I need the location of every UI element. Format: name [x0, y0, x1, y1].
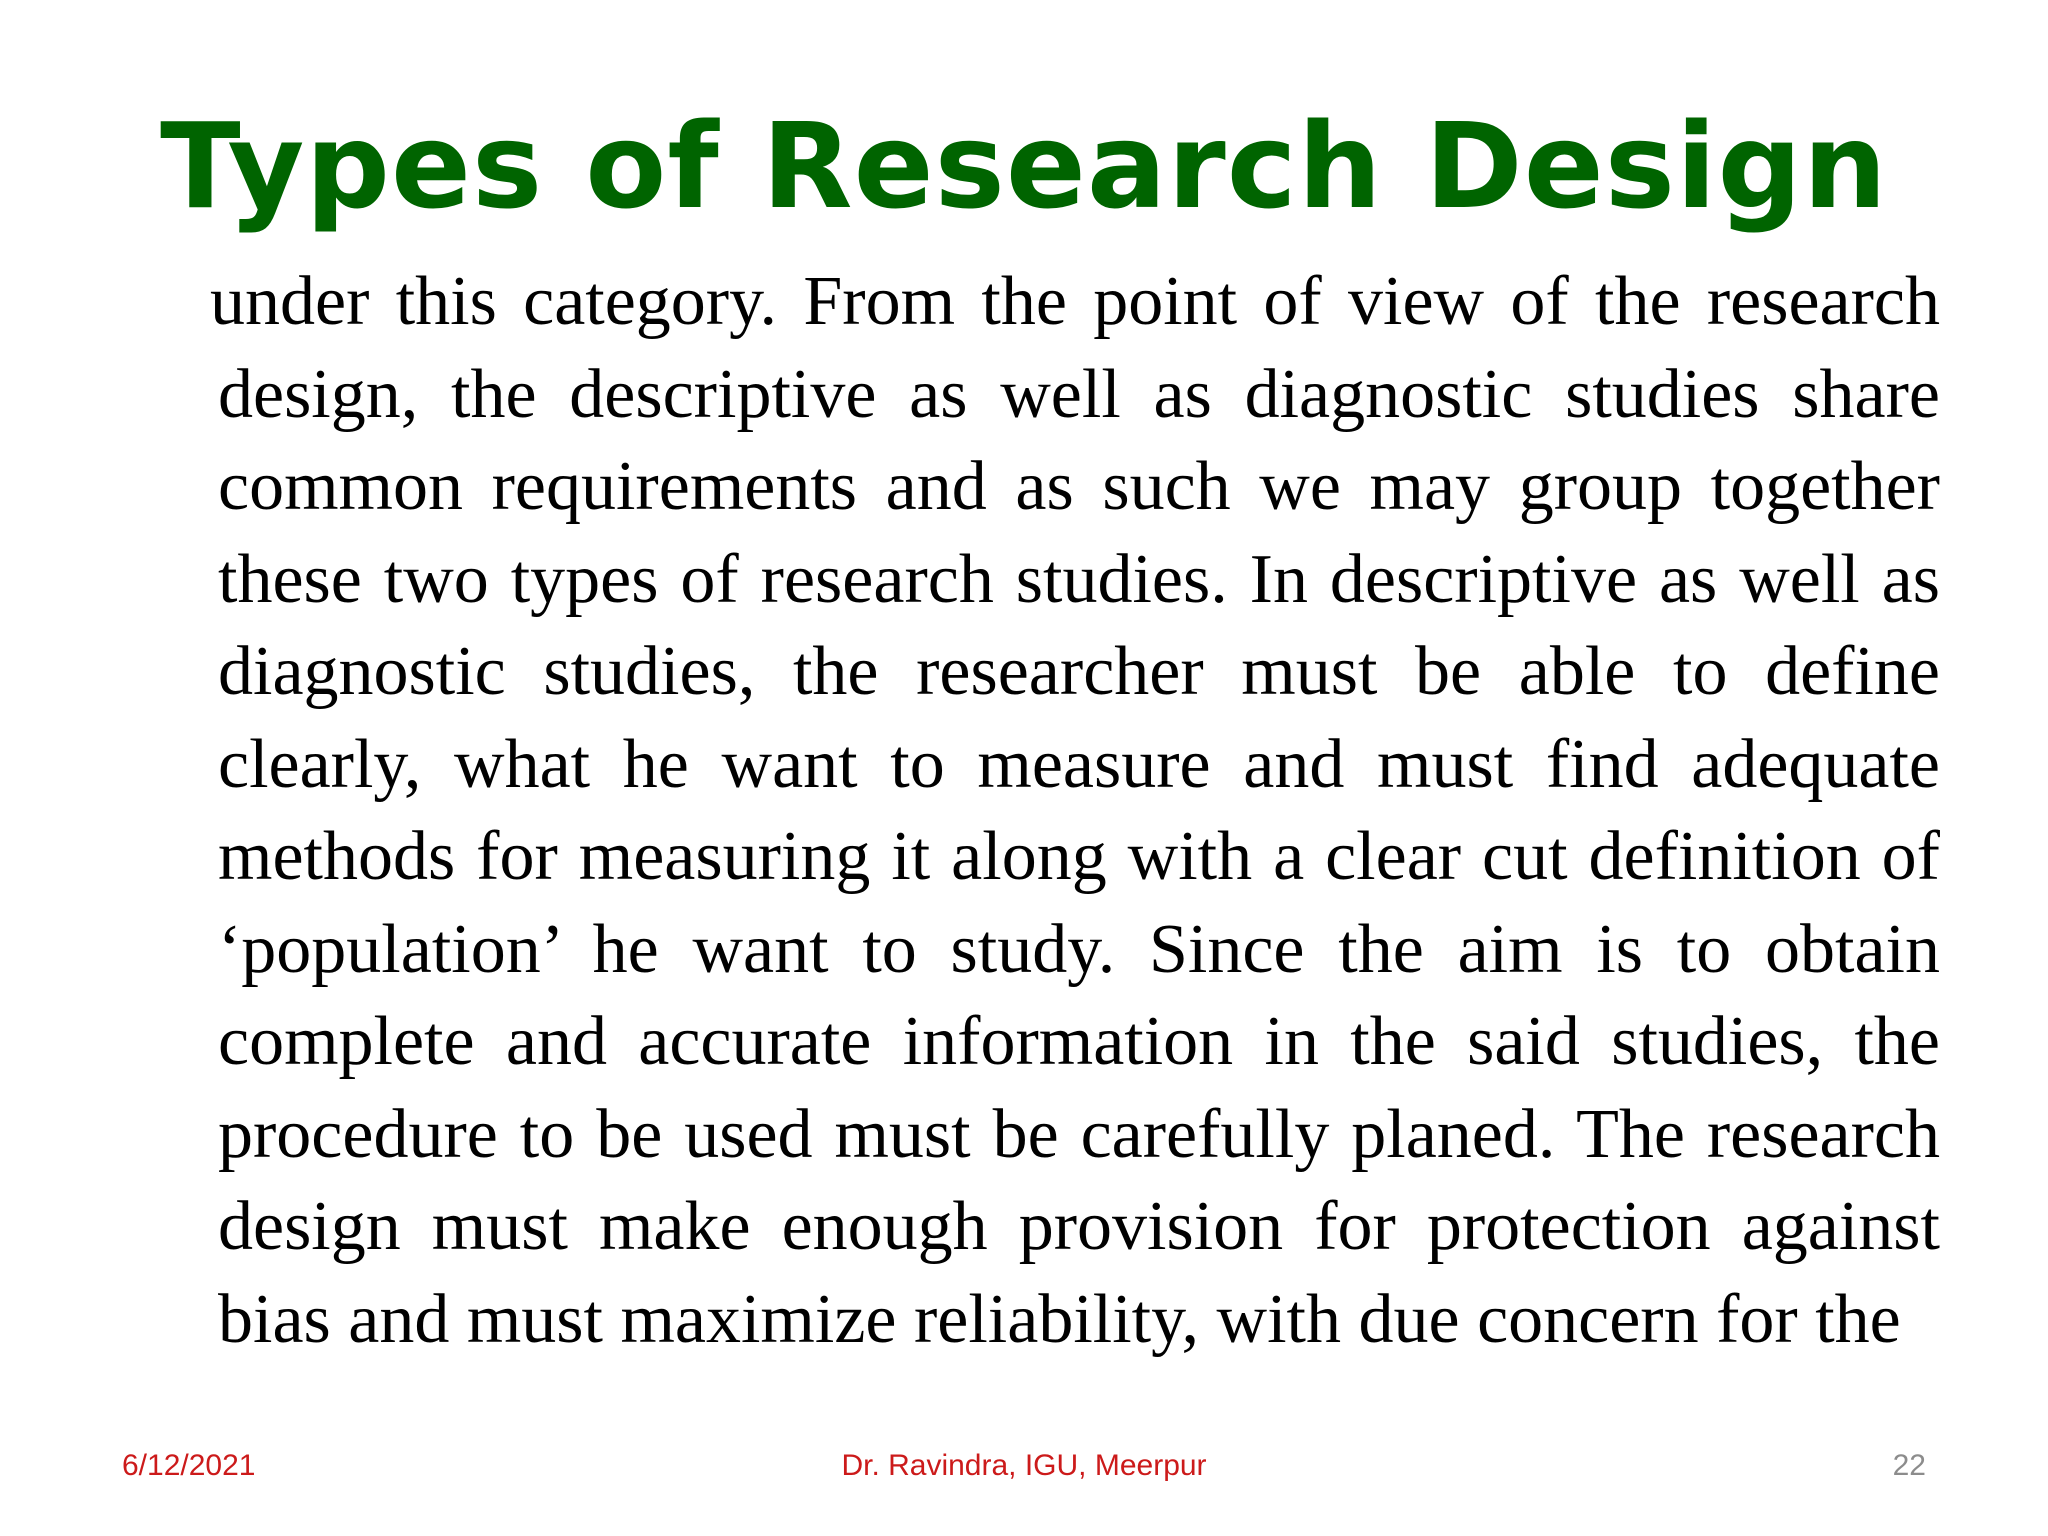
body-line: bias and must maximize reliability, with due concern for the	[218, 1280, 1901, 1358]
body-line: common requirements and as such we may group together	[218, 448, 1940, 525]
footer-author: Dr. Ravindra, IGU, Meerpur	[841, 1449, 1207, 1482]
body-line: under this category. From the point of view of the research	[210, 263, 1940, 340]
slide-title: Types of Research Design	[160, 97, 1888, 235]
slide-body	[200, 256, 1940, 1366]
body-line: these two types of research studies. In descriptive as well as	[218, 540, 1940, 618]
body-line: ‘population’ he want to study. Since the aim is to obtain	[218, 910, 1940, 988]
body-line: clearly, what he want to measure and must find adequate	[218, 725, 1940, 803]
page-number: 22	[1892, 1449, 1926, 1482]
body-line: diagnostic studies, the researcher must be able to define	[218, 633, 1940, 710]
body-line: design must make enough provision for protection against	[218, 1188, 1940, 1265]
footer-date: 6/12/2021	[122, 1449, 256, 1482]
body-line: complete and accurate information in the said studies, the	[218, 1003, 1940, 1080]
body-line: methods for measuring it along with a clear cut definition of	[218, 818, 1940, 895]
body-line: procedure to be used must be carefully planed. The research	[218, 1095, 1940, 1173]
body-line: design, the descriptive as well as diagnostic studies share	[218, 355, 1940, 433]
